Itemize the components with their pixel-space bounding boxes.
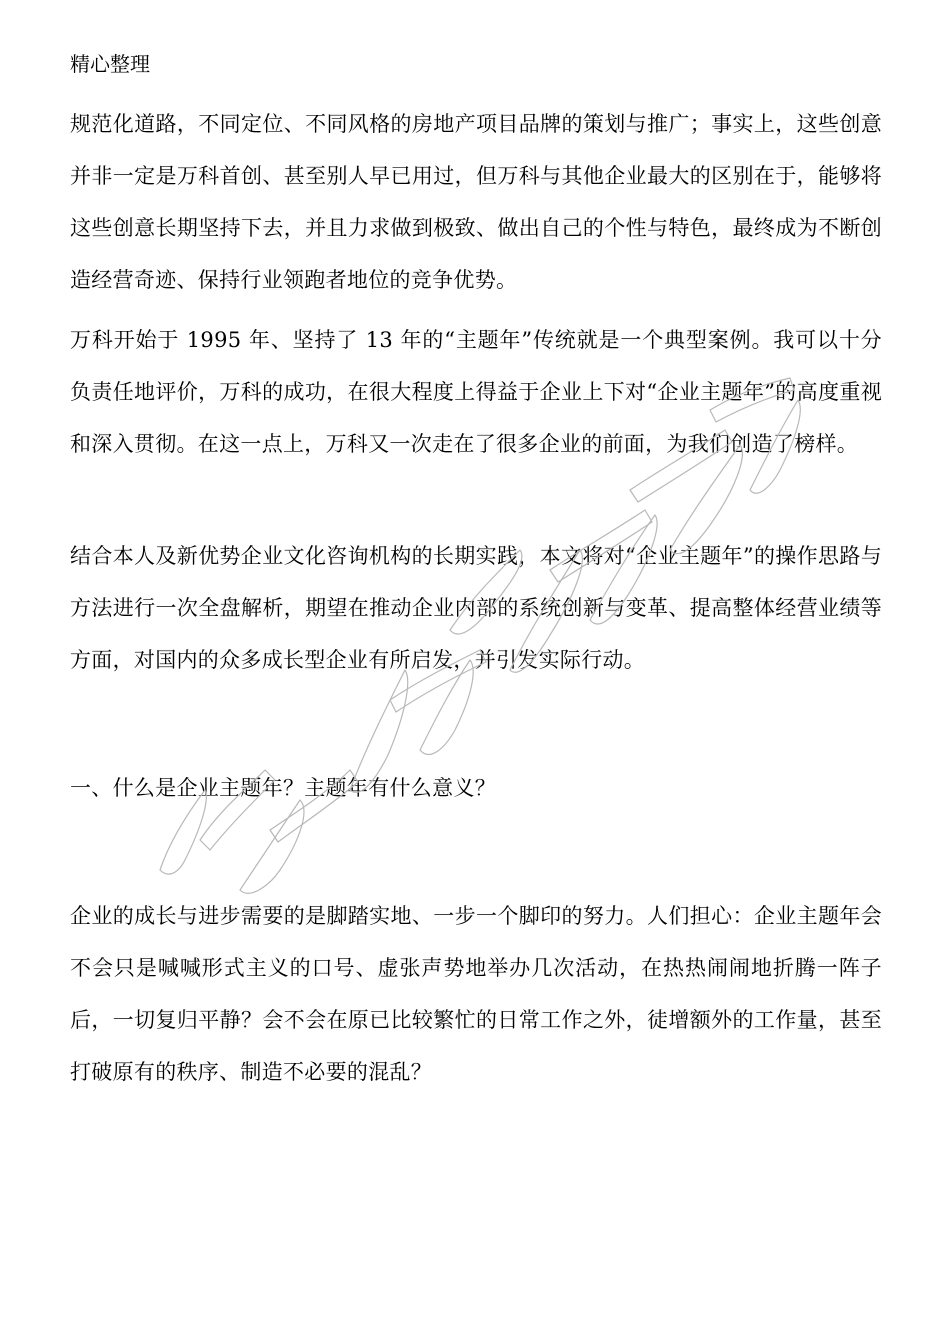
- paragraph-3: 结合本人及新优势企业文化咨询机构的长期实践，本文将对“企业主题年”的操作思路与方法进行一次全盘解析，期望在推动企业内部的系统创新与变革、提高整体经营业绩等方面，对国内的众多成长型企业有所启发，并引发实际行动。: [70, 544, 882, 672]
- paragraph-2: 万科开始于 1995 年、坚持了 13 年的“主题年”传统就是一个典型案例。我可以十分负责任地评价，万科的成功，在很大程度上得益于企业上下对“企业主题年”的高度重视和深入贯彻。在这一点上，万科又一次走在了很多企业的前面，为我们创造了榜样。: [70, 328, 882, 456]
- page-header: 精心整理: [70, 52, 150, 76]
- paragraph-4: 企业的成长与进步需要的是脚踏实地、一步一个脚印的努力。人们担心：企业主题年会不会只是喊喊形式主义的口号、虚张声势地举办几次活动，在热热闹闹地折腾一阵子后，一切复归平静？会不会在原已比较繁忙的日常工作之外，徒增额外的工作量，甚至打破原有的秩序、制造不必要的混乱？: [70, 904, 882, 1084]
- section-heading: 一、什么是企业主题年？主题年有什么意义？: [70, 776, 496, 800]
- paragraph-1: 规范化道路，不同定位、不同风格的房地产项目品牌的策划与推广；事实上，这些创意并非一定是万科首创、甚至别人早已用过，但万科与其他企业最大的区别在于，能够将这些创意长期坚持下去，并且力求做到极致、做出自己的个性与特色，最终成为不断创造经营奇迹、保持行业领跑者地位的竞争优势。: [70, 112, 882, 292]
